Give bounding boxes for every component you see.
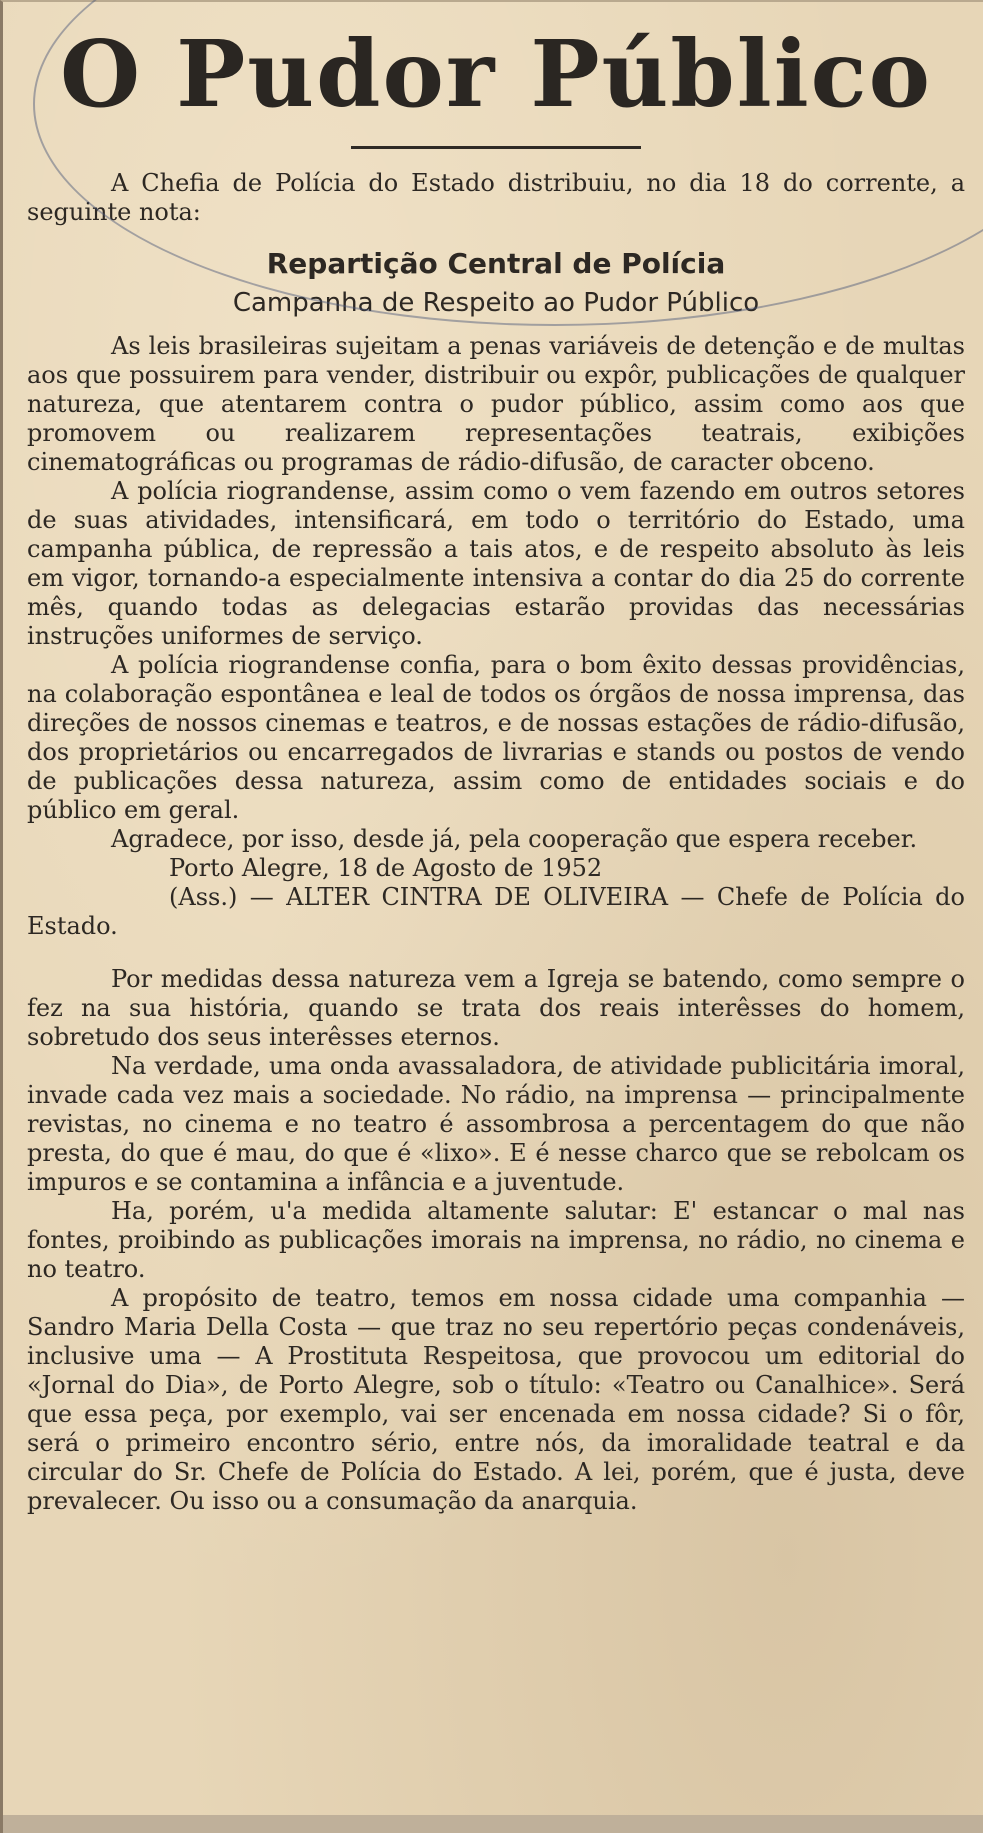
note-heading: Repartição Central de Polícia [266,247,726,280]
clipping-bottom-edge [3,1815,983,1833]
headline: O Pudor Público [59,20,933,128]
commentary-paragraph: A propósito de teatro, temos em nossa cidade uma companhia — Sandro Maria Della Costa — que traz no seu repertório peças condenáveis, inclusive uma — A Prostituta Respeitosa, que provocou um editorial do «Jornal do Dia», de Porto Alegre, sob o título: «Teatro ou Canalhice». Será que essa peça, por exemplo, vai ser encenada em nossa cidade? Si o fôr, será o primeiro encontro sério, entre nós, da imoralidade teatral e da circular do Sr. Chefe de Polícia do Estado. A lei, porém, que é justa, deve prevalecer. Ou isso ou a consumação da anarquia. [27,1284,965,1515]
note-body [27,332,965,941]
commentary-paragraph: Na verdade, uma onda avassaladora, de atividade publicitária imoral, invade cada vez mais a sociedade. No rádio, na imprensa — principalmente revistas, no cinema e no teatro é assombrosa a percentagem do que não presta, do que é mau, do que é «lixo». E é nesse charco que se rebolcam os impuros e se contamina a infância e a juventude. [27,1052,965,1196]
note-place-date: Porto Alegre, 18 de Agosto de 1952 [169,854,603,882]
note-subheading: Campanha de Respeito ao Pudor Público [232,288,760,318]
note-paragraph: A polícia riograndense, assim como o vem fazendo em outros setores de suas atividades, intensificará, em todo o território do Estado, uma campanha pública, de repressão a tais atos, e de respeito absoluto às leis em vigor, tornando-a especialmente intensiva a contar do dia 25 do corrente mês, quando todas as delegacias estarão providas das necessárias instruções uniformes de serviço. [27,477,965,650]
commentary-body [27,965,965,1516]
commentary-paragraph: Ha, porém, u'a medida altamente salutar: E' estancar o mal nas fontes, proibindo as publicações imorais na imprensa, no rádio, no cinema e no teatro. [27,1197,965,1283]
note-paragraph: Agradece, por isso, desde já, pela cooperação que espera receber. [111,825,918,853]
commentary-paragraph: Por medidas dessa natureza vem a Igreja se batendo, como sempre o fez na sua história, quando se trata dos reais interêsses do homem, sobretudo dos seus interêsses eternos. [27,965,965,1051]
note-signature: (Ass.) — ALTER CINTRA DE OLIVEIRA — Chefe de Polícia do Estado. [27,883,965,940]
headline-rule [351,146,641,149]
section-gap [27,941,965,965]
intro-paragraph: A Chefia de Polícia do Estado distribuiu, no dia 18 do corrente, a seguinte nota: [27,169,965,226]
note-paragraph: A polícia riograndense confia, para o bom êxito dessas providências, na colaboração espontânea e leal de todos os órgãos de nossa imprensa, das direções de nossos cinemas e teatros, e de nossas estações de rádio-difusão, dos proprietários ou encarregados de livrarias e stands ou postos de vendo de publicações dessa natureza, assim como de entidades sociais e do público em geral. [27,651,965,824]
note-paragraph: As leis brasileiras sujeitam a penas variáveis de detenção e de multas aos que possuirem para vender, distribuir ou expôr, publicações de qualquer natureza, que atentarem contra o pudor público, assim como aos que promovem ou realizarem representações teatrais, exibições cinematográficas ou programas de rádio-difusão, de caracter obceno. [27,332,965,476]
